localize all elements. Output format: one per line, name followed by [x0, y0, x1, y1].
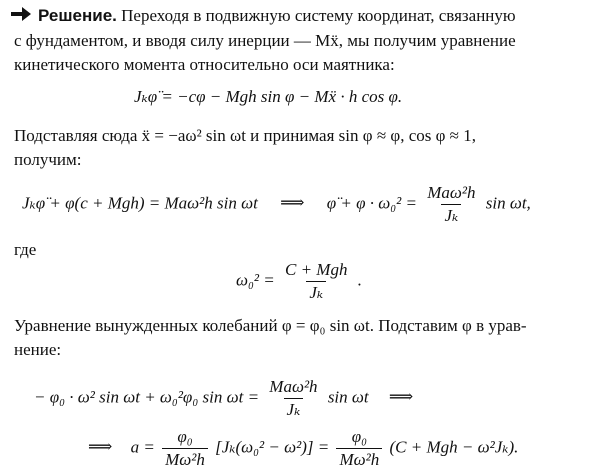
solution-heading: Решение.: [38, 6, 117, 25]
para3-line-1: Уравнение вынужденных колебаний φ = φ₀ sin ωt. Подставим φ в урав-: [14, 316, 527, 335]
arrow-right-icon: [10, 6, 32, 22]
para2-line-2: получим:: [14, 150, 82, 169]
equation-3: [236, 260, 362, 303]
eq3-lhs: ω₀² =: [236, 270, 275, 290]
eq5-mid: [Jₖ(ω₀² − ω²)] =: [215, 437, 330, 457]
eq2-left: Jₖφ̈ + φ(c + Mgh) = Maω²h sin ωt: [22, 193, 258, 213]
intro-text-1: Переходя в подвижную систему координат, связанную: [121, 6, 516, 25]
eq3-tail: .: [357, 270, 362, 290]
equation-5: [88, 427, 518, 470]
eq3-numerator: C + Mgh: [284, 260, 348, 279]
equation-1: Jₖφ̈ = −cφ − Mgh sin φ − Mẍ · h cos φ.: [134, 87, 403, 106]
para2-line-1: Подставляя сюда ẍ = −aω² sin ωt и принимая sin φ ≈ φ, cos φ ≈ 1,: [14, 126, 477, 145]
eq5-numerator-1: φ₀: [177, 427, 193, 446]
intro-line-2: с фундаментом, и вводя силу инерции — Mẍ, мы получим уравнение: [14, 31, 516, 50]
implies-arrow-2: ⟹: [388, 387, 414, 407]
eq4-numerator: Maω²h: [269, 377, 318, 396]
eq5-fraction-1: [162, 427, 208, 470]
implies-arrow: ⟹: [280, 193, 305, 213]
eq4-tail: sin ωt: [327, 387, 369, 407]
eq4-left: − φ₀ · ω² sin ωt + ω₀²φ₀ sin ωt =: [34, 387, 260, 407]
eq5-denominator-1: Mω²h: [162, 448, 208, 470]
eq5-fraction-2: [336, 427, 382, 470]
eq2-mid: φ̈ + φ · ω₀² =: [326, 193, 417, 213]
implies-arrow-3: ⟹: [88, 437, 113, 457]
eq2-tail: sin ωt,: [485, 193, 531, 213]
eq5-a: a =: [130, 437, 155, 457]
para3-line-2: нение:: [14, 340, 62, 359]
eq3-denominator: Jₖ: [306, 281, 326, 303]
eq4-denominator: Jₖ: [284, 398, 304, 420]
eq2-numerator: Maω²h: [427, 183, 476, 202]
where-label: где: [14, 240, 37, 259]
eq3-fraction: [282, 260, 350, 303]
eq5-denominator-2: Mω²h: [336, 448, 382, 470]
eq4-fraction: [266, 377, 320, 420]
equation-4: [34, 377, 413, 420]
intro-line-3: кинетического момента относительно оси маятника:: [14, 55, 395, 74]
intro-line-1: [38, 6, 516, 26]
eq2-denominator: Jₖ: [441, 204, 461, 226]
eq2-fraction: [424, 183, 478, 226]
eq5-tail: (C + Mgh − ω²Jₖ).: [389, 437, 519, 457]
eq5-numerator-2: φ₀: [351, 427, 368, 446]
equation-2: [22, 183, 531, 226]
